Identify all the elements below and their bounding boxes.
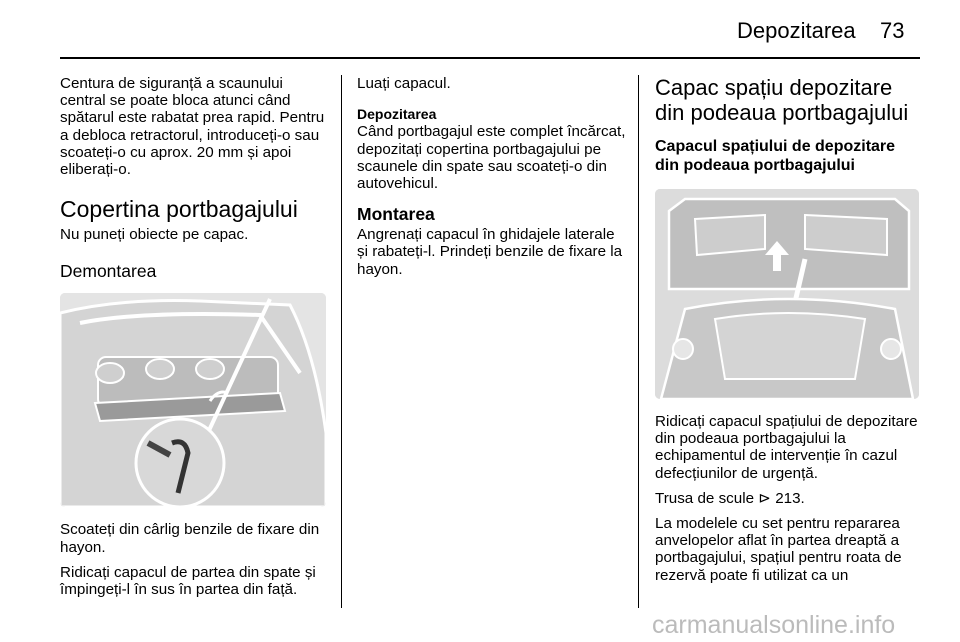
- floor-cover-text: Ridicați capacul spațiului de depozitare din podeaua portbagajului la echipamentul de intervenție în cazul defecțiunilor de urgență.: [655, 413, 918, 482]
- header-divider: [60, 57, 920, 59]
- watermark: carmanualsonline.info: [652, 611, 896, 639]
- mounting-heading: Montarea: [357, 204, 435, 225]
- subtitle-floor-cover: Capacul spațiului de depozitare din podeaua portbagajului: [655, 138, 896, 174]
- column-3: [655, 75, 923, 592]
- section-title-cargo-cover: Copertina portbagajului: [60, 196, 298, 223]
- storage-heading: Depozitarea: [357, 106, 437, 123]
- mounting-text: Angrenați capacul în ghidajele laterale și rabateți-l. Prindeți benzile de fixare la hayon.: [357, 226, 623, 278]
- removal-step-2: Ridicați capacul de partea din spate și împingeți-l în sus în partea din față.: [60, 563, 316, 599]
- floor-storage-cover-illustration: [655, 189, 919, 399]
- column-1: [60, 75, 332, 606]
- column-divider-1: [341, 75, 342, 608]
- repair-kit-text: La modelele cu set pentru repararea anvelopelor aflat în partea dreaptă a portbagajului, spațiul pentru roata de rezervă poate fi utilizat ca un: [655, 515, 902, 584]
- storage-text: Când portbagajul este complet încărcat, depozitați copertina portbagajului pe scaunele din spate sau scoateți-o din autovehicul.: [357, 123, 626, 193]
- running-header-title: Depozitarea: [737, 18, 856, 43]
- cargo-cover-warning: Nu puneți obiecte pe capac.: [60, 226, 249, 244]
- removal-step-1: Scoateți din cârlig benzile de fixare din hayon.: [60, 521, 320, 556]
- section-title-floor-cover: Capac spațiu depozitare din podeaua portbagajului: [655, 75, 909, 125]
- tool-kit-reference: Trusa de scule ⊳ 213.: [655, 489, 805, 507]
- column-divider-2: [638, 75, 639, 608]
- cargo-cover-removal-illustration: [60, 293, 326, 507]
- subsection-title-removal: Demontarea: [60, 261, 157, 282]
- take-cover-text: Luați capacul.: [357, 75, 451, 92]
- seatbelt-paragraph: Centura de siguranță a scaunului central se poate bloca atunci când spătarul este rabatat prea rapid. Pentru a debloca retractorul, introduceți-o sau scoateți-o cu aprox. 20 mm și apoi eliberați-o.: [60, 75, 325, 179]
- column-2: [357, 75, 629, 286]
- page-number: 73: [880, 18, 905, 43]
